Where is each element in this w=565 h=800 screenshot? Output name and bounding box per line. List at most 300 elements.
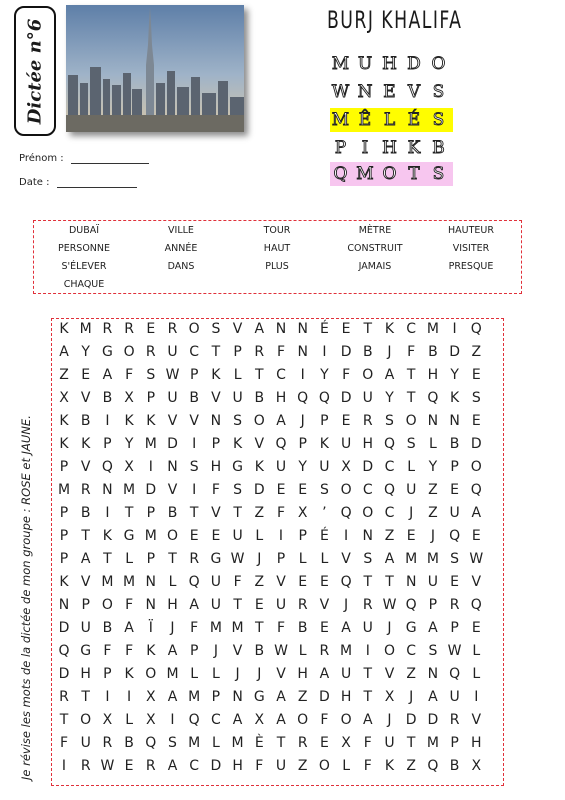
grid-letter[interactable]: K xyxy=(450,390,460,406)
grid-letter[interactable]: U xyxy=(449,689,460,705)
grid-letter[interactable]: A xyxy=(167,689,178,705)
grid-letter[interactable]: X xyxy=(146,712,156,728)
grid-letter[interactable]: V xyxy=(319,597,330,613)
grid-letter[interactable]: C xyxy=(211,712,221,728)
grid-letter[interactable]: O xyxy=(80,712,92,728)
grid-letter[interactable]: I xyxy=(170,712,175,728)
grid-letter[interactable]: D xyxy=(253,482,265,498)
grid-letter[interactable]: K xyxy=(233,436,243,452)
grid-letter[interactable]: I xyxy=(278,528,284,544)
grid-letter[interactable]: U xyxy=(80,735,91,751)
grid-letter[interactable]: V xyxy=(276,574,286,590)
grid-letter[interactable]: Z xyxy=(384,528,395,544)
grid-letter[interactable]: P xyxy=(450,620,459,636)
grid-letter[interactable]: D xyxy=(362,459,374,475)
grid-letter[interactable]: M xyxy=(231,620,244,636)
grid-letter[interactable]: U xyxy=(80,620,91,636)
grid-letter[interactable]: Z xyxy=(428,505,438,521)
grid-letter[interactable]: K xyxy=(146,643,156,659)
grid-letter[interactable]: V xyxy=(232,643,243,659)
grid-letter[interactable]: K xyxy=(59,436,69,452)
grid-letter[interactable]: K xyxy=(146,413,156,429)
grid-letter[interactable]: I xyxy=(127,689,132,705)
grid-letter[interactable]: O xyxy=(340,482,352,498)
grid-letter[interactable]: E xyxy=(450,482,460,498)
grid-letter[interactable]: M xyxy=(144,528,157,544)
grid-letter[interactable]: S xyxy=(146,367,156,383)
grid-letter[interactable]: B xyxy=(297,620,308,636)
grid-letter[interactable]: Z xyxy=(406,666,416,682)
grid-letter[interactable]: L xyxy=(407,459,416,475)
grid-letter[interactable]: E xyxy=(319,735,329,751)
grid-letter[interactable]: P xyxy=(211,689,221,705)
grid-letter[interactable]: A xyxy=(167,643,178,659)
grid-letter[interactable]: A xyxy=(341,620,351,636)
grid-letter[interactable]: F xyxy=(233,574,242,590)
grid-letter[interactable]: C xyxy=(189,758,200,774)
grid-letter[interactable]: Q xyxy=(427,390,439,406)
grid-letter[interactable]: E xyxy=(450,574,460,590)
grid-letter[interactable]: Y xyxy=(385,390,394,406)
grid-letter[interactable]: V xyxy=(80,390,91,406)
grid-letter[interactable]: Y xyxy=(298,459,307,475)
grid-letter[interactable]: L xyxy=(428,436,437,452)
grid-letter[interactable]: H xyxy=(362,436,374,452)
grid-letter[interactable]: A xyxy=(254,321,265,337)
grid-letter[interactable]: V xyxy=(167,413,178,429)
grid-letter[interactable]: B xyxy=(167,505,178,521)
grid-letter[interactable]: Q xyxy=(383,482,396,498)
grid-letter[interactable]: N xyxy=(449,413,460,429)
grid-letter[interactable]: M xyxy=(123,574,136,590)
grid-letter[interactable]: X xyxy=(124,390,134,406)
grid-letter[interactable]: D xyxy=(319,689,330,705)
grid-letter[interactable]: T xyxy=(189,505,199,521)
grid-letter[interactable]: X xyxy=(254,712,265,728)
grid-letter[interactable]: T xyxy=(276,735,286,751)
grid-letter[interactable]: C xyxy=(406,643,417,659)
grid-letter[interactable]: J xyxy=(430,528,435,544)
grid-letter[interactable]: L xyxy=(320,551,329,567)
grid-letter[interactable]: R xyxy=(80,482,91,498)
grid-letter[interactable]: I xyxy=(105,505,110,521)
grid-letter[interactable]: X xyxy=(146,689,156,705)
grid-letter[interactable]: R xyxy=(59,689,69,705)
grid-letter[interactable]: K xyxy=(124,413,134,429)
grid-letter[interactable]: H xyxy=(427,367,439,383)
grid-letter[interactable]: E xyxy=(189,528,199,544)
grid-letter[interactable]: Q xyxy=(318,390,330,406)
grid-letter[interactable]: R xyxy=(297,735,308,751)
grid-letter[interactable]: S xyxy=(428,643,438,659)
grid-letter[interactable]: Q xyxy=(188,574,200,590)
grid-letter[interactable]: M xyxy=(426,551,439,567)
grid-letter[interactable]: R xyxy=(362,413,373,429)
grid-letter[interactable]: U xyxy=(232,528,243,544)
grid-letter[interactable]: J xyxy=(344,597,349,613)
grid-letter[interactable]: W xyxy=(165,367,180,383)
grid-letter[interactable]: M xyxy=(123,482,136,498)
grid-letter[interactable]: O xyxy=(318,758,330,774)
grid-letter[interactable]: F xyxy=(103,643,112,659)
grid-letter[interactable]: P xyxy=(276,551,286,567)
grid-letter[interactable]: O xyxy=(383,643,396,659)
grid-letter[interactable]: Q xyxy=(297,390,309,406)
grid-letter[interactable]: N xyxy=(405,574,417,590)
grid-letter[interactable]: Q xyxy=(340,505,352,521)
grid-letter[interactable]: B xyxy=(254,643,265,659)
grid-letter[interactable]: P xyxy=(211,436,221,452)
grid-letter[interactable]: X xyxy=(471,758,482,774)
grid-letter[interactable]: L xyxy=(168,574,177,590)
grid-letter[interactable]: D xyxy=(58,620,70,636)
grid-letter[interactable]: H xyxy=(340,689,352,705)
grid-letter[interactable]: B xyxy=(362,344,373,360)
grid-letter[interactable]: O xyxy=(297,712,309,728)
grid-letter[interactable]: G xyxy=(101,344,113,360)
grid-letter[interactable]: S xyxy=(233,413,243,429)
grid-letter[interactable]: A xyxy=(276,413,286,429)
grid-letter[interactable]: R xyxy=(80,758,91,774)
grid-letter[interactable]: Ï xyxy=(148,620,153,636)
grid-letter[interactable]: C xyxy=(406,321,417,337)
grid-letter[interactable]: M xyxy=(57,482,71,498)
grid-letter[interactable]: S xyxy=(450,551,460,567)
grid-letter[interactable]: P xyxy=(189,643,199,659)
grid-letter[interactable]: T xyxy=(103,551,112,567)
grid-letter[interactable]: T xyxy=(363,689,373,705)
grid-letter[interactable]: A xyxy=(189,597,199,613)
grid-letter[interactable]: O xyxy=(166,528,179,544)
grid-letter[interactable]: L xyxy=(298,551,307,567)
date-field[interactable] xyxy=(19,177,137,188)
grid-letter[interactable]: G xyxy=(123,528,135,544)
grid-letter[interactable]: W xyxy=(230,551,245,567)
grid-letter[interactable]: P xyxy=(450,459,459,475)
grid-letter[interactable]: A xyxy=(471,505,482,521)
grid-letter[interactable]: E xyxy=(471,413,481,429)
grid-letter[interactable]: N xyxy=(145,574,157,590)
grid-letter[interactable]: O xyxy=(362,505,374,521)
grid-letter[interactable]: V xyxy=(211,390,221,406)
grid-letter[interactable]: C xyxy=(384,459,395,475)
grid-letter[interactable]: S xyxy=(471,390,481,406)
grid-letter[interactable]: N xyxy=(297,321,308,337)
grid-letter[interactable]: D xyxy=(449,344,460,360)
grid-letter[interactable]: E xyxy=(319,574,329,590)
grid-letter[interactable]: R xyxy=(362,597,373,613)
grid-letter[interactable]: U xyxy=(210,574,222,590)
grid-letter[interactable]: B xyxy=(449,436,460,452)
grid-letter[interactable]: M xyxy=(188,735,201,751)
grid-letter[interactable]: Y xyxy=(450,367,459,383)
grid-letter[interactable]: J xyxy=(235,666,240,682)
grid-letter[interactable]: U xyxy=(275,758,287,774)
grid-letter[interactable]: R xyxy=(124,321,134,337)
grid-letter[interactable]: I xyxy=(61,758,67,774)
grid-letter[interactable]: L xyxy=(211,735,220,751)
grid-letter[interactable]: Z xyxy=(254,574,265,590)
grid-letter[interactable]: U xyxy=(384,735,395,751)
grid-letter[interactable]: H xyxy=(232,758,243,774)
grid-letter[interactable]: M xyxy=(166,666,179,682)
grid-letter[interactable]: J xyxy=(213,643,218,659)
grid-letter[interactable]: T xyxy=(59,712,69,728)
grid-letter[interactable]: S xyxy=(168,735,177,751)
grid-letter[interactable]: B xyxy=(102,390,113,406)
grid-letter[interactable]: V xyxy=(211,505,221,521)
grid-letter[interactable]: T xyxy=(406,390,416,406)
grid-letter[interactable]: P xyxy=(59,505,69,521)
grid-letter[interactable]: U xyxy=(449,505,460,521)
grid-letter[interactable]: Z xyxy=(406,758,416,774)
grid-letter[interactable]: U xyxy=(275,459,287,475)
grid-letter[interactable]: U xyxy=(362,390,373,406)
grid-letter[interactable]: P xyxy=(81,597,90,613)
grid-letter[interactable]: V xyxy=(80,459,91,475)
grid-letter[interactable]: P xyxy=(146,390,156,406)
grid-letter[interactable]: N xyxy=(427,666,439,682)
grid-letter[interactable]: N xyxy=(362,528,374,544)
grid-letter[interactable]: X xyxy=(59,390,69,406)
grid-letter[interactable]: R xyxy=(254,344,265,360)
grid-letter[interactable]: T xyxy=(406,735,416,751)
grid-letter[interactable]: R xyxy=(449,712,460,728)
grid-letter[interactable]: P xyxy=(59,459,69,475)
grid-letter[interactable]: A xyxy=(276,689,286,705)
grid-letter[interactable]: T xyxy=(233,505,242,521)
prenom-line[interactable] xyxy=(71,163,149,164)
grid-letter[interactable]: G xyxy=(210,551,222,567)
grid-letter[interactable]: J xyxy=(257,551,262,567)
grid-letter[interactable]: K xyxy=(81,436,91,452)
grid-letter[interactable]: D xyxy=(340,344,352,360)
grid-letter[interactable]: D xyxy=(167,436,178,452)
grid-letter[interactable]: H xyxy=(167,597,178,613)
grid-letter[interactable]: M xyxy=(144,436,157,452)
grid-letter[interactable]: A xyxy=(363,712,373,728)
grid-letter[interactable]: Q xyxy=(383,436,396,452)
grid-letter[interactable]: V xyxy=(254,436,265,452)
grid-letter[interactable]: Q xyxy=(470,321,482,337)
grid-letter[interactable]: E xyxy=(406,528,416,544)
grid-letter[interactable]: B xyxy=(189,390,199,406)
grid-letter[interactable]: K xyxy=(59,321,69,337)
grid-letter[interactable]: Q xyxy=(405,597,417,613)
grid-letter[interactable]: O xyxy=(405,413,417,429)
grid-letter[interactable]: K xyxy=(102,528,112,544)
grid-letter[interactable]: J xyxy=(387,712,392,728)
grid-letter[interactable]: R xyxy=(167,321,178,337)
grid-letter[interactable]: O xyxy=(123,344,135,360)
grid-letter[interactable]: Z xyxy=(428,482,438,498)
grid-letter[interactable]: K xyxy=(384,758,395,774)
grid-letter[interactable]: H xyxy=(471,735,482,751)
grid-letter[interactable]: L xyxy=(342,758,350,774)
grid-letter[interactable]: E xyxy=(341,321,351,337)
grid-letter[interactable]: N xyxy=(232,689,243,705)
grid-letter[interactable]: A xyxy=(124,620,134,636)
grid-letter[interactable]: I xyxy=(344,528,349,544)
grid-letter[interactable]: F xyxy=(190,620,199,636)
grid-letter[interactable]: V xyxy=(232,321,243,337)
grid-letter[interactable]: L xyxy=(125,712,133,728)
grid-letter[interactable]: E xyxy=(81,367,91,383)
grid-letter[interactable]: N xyxy=(297,344,308,360)
grid-letter[interactable]: M xyxy=(79,321,92,337)
grid-letter[interactable]: S xyxy=(233,482,243,498)
grid-letter[interactable]: Q xyxy=(449,528,461,544)
grid-letter[interactable]: O xyxy=(253,413,265,429)
grid-letter[interactable]: N xyxy=(210,413,222,429)
grid-letter[interactable]: U xyxy=(406,482,417,498)
grid-letter[interactable]: L xyxy=(233,367,242,383)
grid-letter[interactable]: Y xyxy=(428,459,438,475)
grid-letter[interactable]: P xyxy=(146,505,156,521)
grid-letter[interactable]: M xyxy=(231,735,244,751)
grid-letter[interactable]: N xyxy=(145,597,157,613)
grid-letter[interactable]: A xyxy=(384,367,395,383)
grid-letter[interactable]: Q xyxy=(470,482,482,498)
grid-letter[interactable]: Q xyxy=(58,643,70,659)
grid-letter[interactable]: J xyxy=(387,620,392,636)
grid-letter[interactable]: M xyxy=(101,574,114,590)
grid-letter[interactable]: E xyxy=(471,620,481,636)
grid-letter[interactable]: S xyxy=(385,413,394,429)
grid-letter[interactable]: U xyxy=(362,620,373,636)
grid-letter[interactable]: H xyxy=(275,390,287,406)
grid-letter[interactable]: T xyxy=(81,689,90,705)
grid-letter[interactable]: V xyxy=(80,574,91,590)
grid-letter[interactable]: V xyxy=(471,574,482,590)
grid-letter[interactable]: B xyxy=(80,505,91,521)
grid-letter[interactable]: N xyxy=(275,321,287,337)
grid-letter[interactable]: K xyxy=(211,367,221,383)
grid-letter[interactable]: O xyxy=(362,367,374,383)
grid-letter[interactable]: F xyxy=(363,735,372,751)
grid-letter[interactable]: O xyxy=(188,321,200,337)
grid-letter[interactable]: T xyxy=(363,574,373,590)
grid-letter[interactable]: Q xyxy=(340,574,352,590)
grid-letter[interactable]: T xyxy=(406,367,416,383)
grid-letter[interactable]: J xyxy=(409,689,414,705)
grid-letter[interactable]: E xyxy=(298,574,308,590)
grid-letter[interactable]: Q xyxy=(275,436,287,452)
grid-letter[interactable]: T xyxy=(81,528,90,544)
grid-letter[interactable]: F xyxy=(363,758,372,774)
grid-letter[interactable]: C xyxy=(189,344,200,360)
grid-letter[interactable]: S xyxy=(319,482,329,498)
grid-letter[interactable]: J xyxy=(257,666,262,682)
grid-letter[interactable]: I xyxy=(322,344,327,360)
grid-letter[interactable]: E xyxy=(471,367,481,383)
grid-letter[interactable]: ’ xyxy=(322,505,327,521)
grid-letter[interactable]: H xyxy=(80,666,91,682)
grid-letter[interactable]: N xyxy=(427,413,439,429)
grid-letter[interactable]: B xyxy=(254,390,265,406)
grid-letter[interactable]: X xyxy=(341,459,351,475)
grid-letter[interactable]: G xyxy=(80,643,92,659)
grid-letter[interactable]: U xyxy=(275,597,287,613)
grid-letter[interactable]: I xyxy=(192,436,197,452)
grid-letter[interactable]: F xyxy=(125,367,134,383)
grid-letter[interactable]: D xyxy=(340,390,352,406)
grid-letter[interactable]: I xyxy=(452,321,457,337)
grid-letter[interactable]: Z xyxy=(297,689,308,705)
grid-letter[interactable]: W xyxy=(274,643,288,659)
grid-letter[interactable]: B xyxy=(428,344,438,360)
grid-letter[interactable]: L xyxy=(298,643,307,659)
grid-letter[interactable]: J xyxy=(387,344,392,360)
date-line[interactable] xyxy=(57,187,137,188)
grid-letter[interactable]: W xyxy=(382,597,397,613)
grid-letter[interactable]: Q xyxy=(145,735,157,751)
grid-letter[interactable]: T xyxy=(363,666,373,682)
grid-letter[interactable]: K xyxy=(59,574,69,590)
grid-letter[interactable]: C xyxy=(276,367,286,383)
grid-letter[interactable]: R xyxy=(102,735,113,751)
grid-letter[interactable]: N xyxy=(102,482,113,498)
grid-letter[interactable]: G xyxy=(232,459,244,475)
grid-letter[interactable]: Q xyxy=(427,758,439,774)
grid-letter[interactable]: C xyxy=(384,505,395,521)
grid-letter[interactable]: K xyxy=(319,436,329,452)
grid-letter[interactable]: F xyxy=(59,735,69,751)
grid-letter[interactable]: E xyxy=(471,528,481,544)
grid-letter[interactable]: Q xyxy=(101,459,113,475)
grid-letter[interactable]: S xyxy=(406,436,416,452)
grid-letter[interactable]: E xyxy=(124,758,134,774)
grid-letter[interactable]: T xyxy=(168,551,177,567)
grid-letter[interactable]: Z xyxy=(254,505,265,521)
grid-letter[interactable]: F xyxy=(407,344,416,360)
grid-letter[interactable]: A xyxy=(319,666,330,682)
grid-letter[interactable]: K xyxy=(124,666,134,682)
grid-letter[interactable]: I xyxy=(365,643,370,659)
grid-letter[interactable]: D xyxy=(210,758,222,774)
grid-letter[interactable]: B xyxy=(124,735,134,751)
grid-letter[interactable]: P xyxy=(59,528,69,544)
grid-letter[interactable]: T xyxy=(255,620,264,636)
grid-letter[interactable]: M xyxy=(340,643,353,659)
grid-letter[interactable]: A xyxy=(80,551,91,567)
grid-letter[interactable]: B xyxy=(102,620,113,636)
grid-letter[interactable]: W xyxy=(447,643,462,659)
grid-letter[interactable]: L xyxy=(472,666,481,682)
grid-letter[interactable]: H xyxy=(297,666,308,682)
grid-letter[interactable]: P xyxy=(59,551,69,567)
grid-letter[interactable]: I xyxy=(105,689,110,705)
grid-letter[interactable]: A xyxy=(167,758,178,774)
grid-letter[interactable]: É xyxy=(319,528,329,544)
grid-letter[interactable]: X xyxy=(384,689,395,705)
grid-letter[interactable]: F xyxy=(320,712,329,728)
grid-letter[interactable]: M xyxy=(188,689,201,705)
grid-letter[interactable]: F xyxy=(342,367,351,383)
grid-letter[interactable]: D xyxy=(470,436,482,452)
grid-letter[interactable]: U xyxy=(427,574,439,590)
grid-letter[interactable]: V xyxy=(167,482,178,498)
grid-letter[interactable]: M xyxy=(405,551,418,567)
grid-letter[interactable]: P xyxy=(189,367,199,383)
grid-letter[interactable]: O xyxy=(470,459,482,475)
grid-letter[interactable]: T xyxy=(233,597,242,613)
grid-letter[interactable]: L xyxy=(125,551,133,567)
grid-letter[interactable]: Y xyxy=(124,436,134,452)
grid-letter[interactable]: U xyxy=(340,666,352,682)
grid-letter[interactable]: I xyxy=(148,459,153,475)
grid-letter[interactable]: T xyxy=(124,505,134,521)
